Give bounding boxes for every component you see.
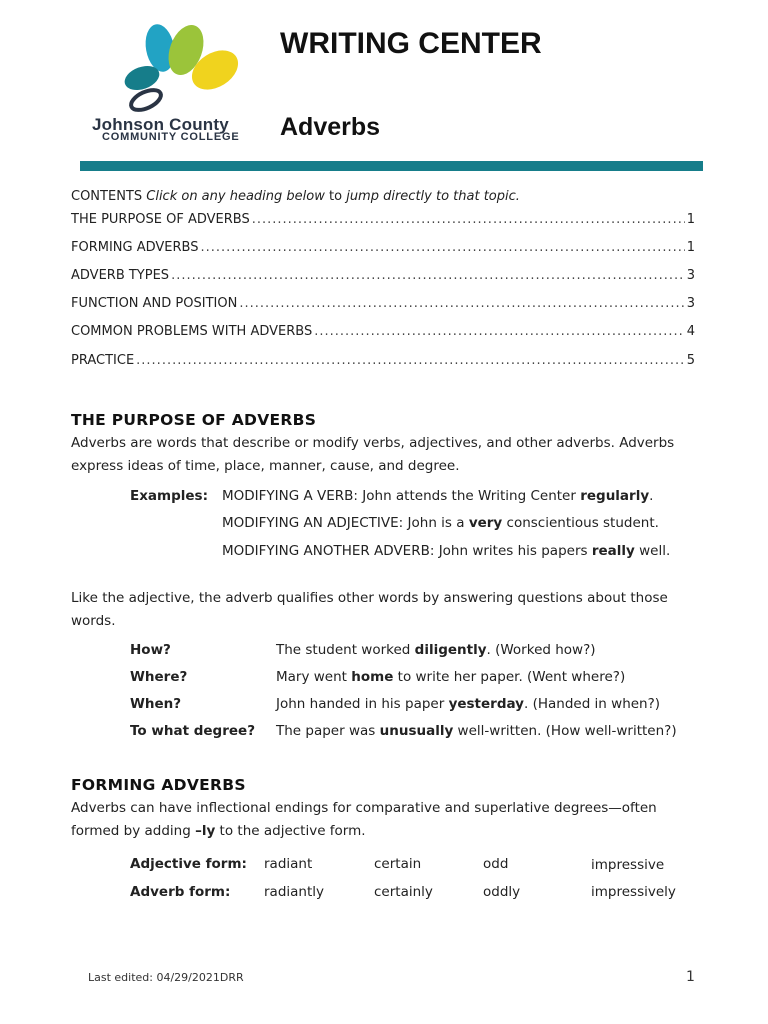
toc-page: 4 — [686, 324, 695, 339]
logo-text-line1: Johnson County — [92, 115, 229, 134]
contents-hint-2: jump directly to that topic. — [346, 189, 520, 204]
toc-link-forming[interactable] — [71, 240, 695, 255]
example-adverb: home — [351, 669, 394, 685]
adjective-form-label: Adjective form: — [130, 856, 247, 872]
adjective-cell: odd — [483, 856, 509, 872]
question-example — [276, 723, 677, 739]
example-text: MODIFYING AN ADJECTIVE: John is a — [222, 515, 469, 531]
example-adverb: regularly — [580, 488, 650, 504]
example-text: to write her paper. (Went where?) — [393, 669, 626, 685]
example-text: well-written. (How well-written?) — [453, 723, 677, 739]
example-text: MODIFYING ANOTHER ADVERB: John writes his papers — [222, 543, 592, 559]
adverb-cell: radiantly — [264, 884, 325, 900]
example-text: The paper was — [276, 723, 380, 739]
example-line — [222, 488, 653, 504]
toc-label: PRACTICE — [71, 353, 135, 368]
adverb-cell: oddly — [483, 884, 521, 900]
example-text: The student worked — [276, 642, 415, 658]
page-subtitle: Adverbs — [280, 113, 381, 141]
forming-paragraph — [71, 797, 701, 843]
question-example — [276, 642, 596, 658]
example-text: . (Handed in when?) — [523, 696, 661, 712]
adverb-cell: impressively — [591, 884, 676, 900]
toc-link-types[interactable] — [71, 268, 695, 283]
question-example — [276, 696, 660, 712]
example-text: conscientious student. — [502, 515, 659, 531]
toc-leader — [314, 324, 685, 339]
example-line — [222, 515, 659, 531]
toc-link-problems[interactable] — [71, 324, 695, 339]
adverb-form-label: Adverb form: — [130, 884, 231, 900]
logo-text-line2: COMMUNITY COLLEGE — [102, 131, 240, 143]
toc-page: 1 — [686, 212, 695, 227]
toc-link-function[interactable] — [71, 296, 695, 311]
contents-heading — [71, 189, 520, 204]
adjective-cell: certain — [374, 856, 422, 872]
toc-page: 5 — [686, 353, 695, 368]
question-label: Where? — [130, 669, 188, 685]
example-adverb: really — [591, 543, 635, 559]
question-label: To what degree? — [130, 723, 256, 739]
example-text: well. — [634, 543, 671, 559]
toc-link-purpose[interactable] — [71, 212, 695, 227]
adjective-cell: radiant — [264, 856, 313, 872]
example-line — [222, 543, 670, 559]
toc-leader — [171, 268, 685, 283]
toc-leader — [136, 353, 685, 368]
toc-leader — [252, 212, 685, 227]
toc-label: COMMON PROBLEMS WITH ADVERBS — [71, 324, 313, 339]
purpose-intro: Adverbs are words that describe or modify verbs, adjectives, and other adverbs. Adverbs express ideas of time, place, manner, cause, and degree. — [71, 435, 675, 474]
contents-hint-to: to — [329, 189, 343, 204]
toc-page: 3 — [686, 268, 695, 283]
forming-suffix: –ly — [195, 823, 216, 839]
toc-link-practice[interactable] — [71, 353, 695, 368]
adverb-cell: certainly — [374, 884, 433, 900]
example-text: Mary went — [276, 669, 352, 685]
question-example — [276, 669, 625, 685]
example-adverb: yesterday — [448, 696, 524, 712]
toc-label: FUNCTION AND POSITION — [71, 296, 238, 311]
question-label: How? — [130, 642, 171, 658]
toc-label: ADVERB TYPES — [71, 268, 170, 283]
page-title: WRITING CENTER — [280, 27, 542, 60]
toc-page: 1 — [686, 240, 695, 255]
contents-label: CONTENTS — [71, 189, 143, 204]
page-number: 1 — [686, 969, 695, 985]
section-heading-purpose: THE PURPOSE OF ADVERBS — [71, 411, 317, 429]
forming-text: Adverbs can have inflectional endings for comparative and superlative degrees—often formed by adding — [71, 800, 657, 839]
example-adverb: unusually — [379, 723, 454, 739]
examples-label: Examples: — [130, 488, 208, 504]
logo-leaf-outline — [128, 86, 164, 114]
toc-page: 3 — [686, 296, 695, 311]
example-text: MODIFYING A VERB: John attends the Writing Center — [222, 488, 581, 504]
last-edited: Last edited: 04/29/2021DRR — [88, 971, 244, 984]
example-adverb: diligently — [414, 642, 487, 658]
example-text: John handed in his paper — [276, 696, 449, 712]
example-text: . (Worked how?) — [486, 642, 596, 658]
header-rule — [80, 161, 703, 171]
contents-hint-1: Click on any heading below — [146, 189, 325, 204]
example-text: . — [649, 488, 654, 504]
toc-label: THE PURPOSE OF ADVERBS — [71, 212, 250, 227]
like-adjective-paragraph: Like the adjective, the adverb qualifies other words by answering questions about those words. — [71, 590, 668, 629]
adjective-cell: impressive — [591, 857, 665, 873]
toc-label: FORMING ADVERBS — [71, 240, 199, 255]
example-adverb: very — [468, 515, 503, 531]
forming-text: to the adjective form. — [215, 823, 366, 839]
question-label: When? — [130, 696, 182, 712]
toc-leader — [239, 296, 684, 311]
section-heading-forming: FORMING ADVERBS — [71, 776, 246, 794]
toc-leader — [200, 240, 684, 255]
